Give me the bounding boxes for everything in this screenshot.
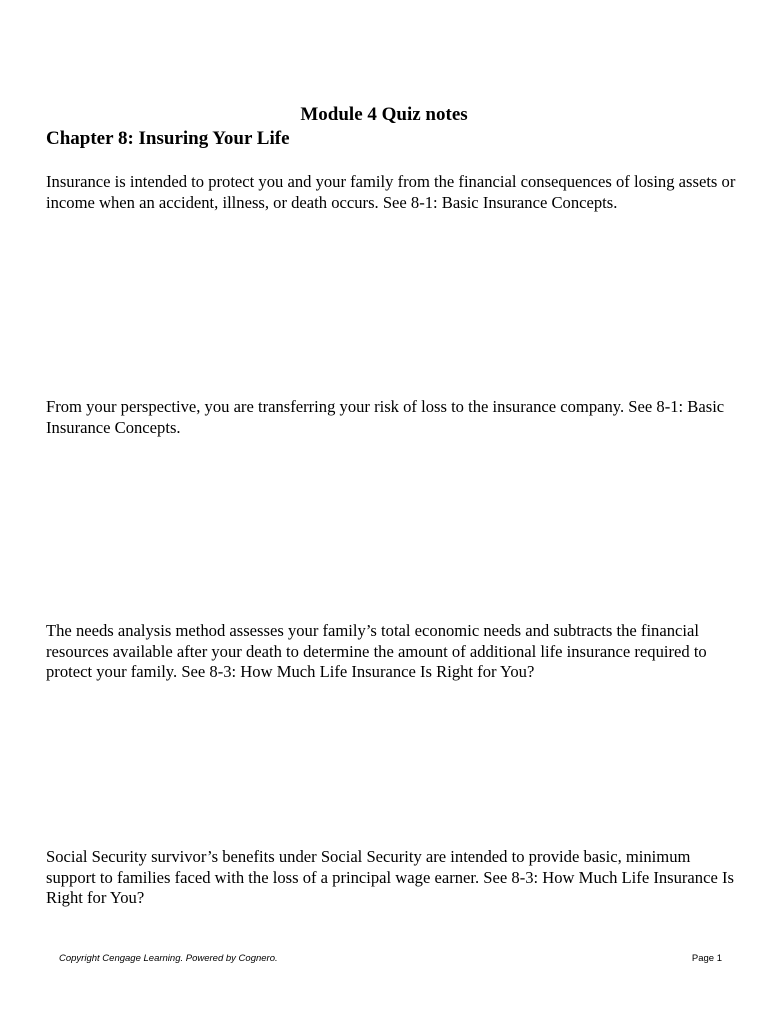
- footer-page-number: Page 1: [691, 953, 722, 964]
- paragraph-social-security: Social Security survivor’s benefits under Social Security are intended to provide basic, minimum support to families faced with the loss of a principal wage earner. See 8-3: How Much Life Insurance Is Right for You?: [46, 847, 734, 908]
- chapter-heading: Chapter 8: Insuring Your Life: [46, 128, 290, 149]
- footer-copyright: Copyright Cengage Learning. Powered by Cognero.: [59, 953, 278, 964]
- paragraph-risk-transfer: From your perspective, you are transferring your risk of loss to the insurance company. See 8-1: Basic Insurance Concepts.: [46, 397, 725, 437]
- paragraph-insurance-purpose: Insurance is intended to protect you and your family from the financial consequences of losing assets or income when an accident, illness, or death occurs. See 8-1: Basic Insurance Concepts.: [46, 172, 736, 212]
- paragraph-needs-analysis: The needs analysis method assesses your family’s total economic needs and subtracts the financial resources available after your death to determine the amount of additional life insurance required to protect your family. See 8-3: How Much Life Insurance Is Right for You?: [46, 621, 707, 682]
- document-title: Module 4 Quiz notes: [300, 104, 468, 125]
